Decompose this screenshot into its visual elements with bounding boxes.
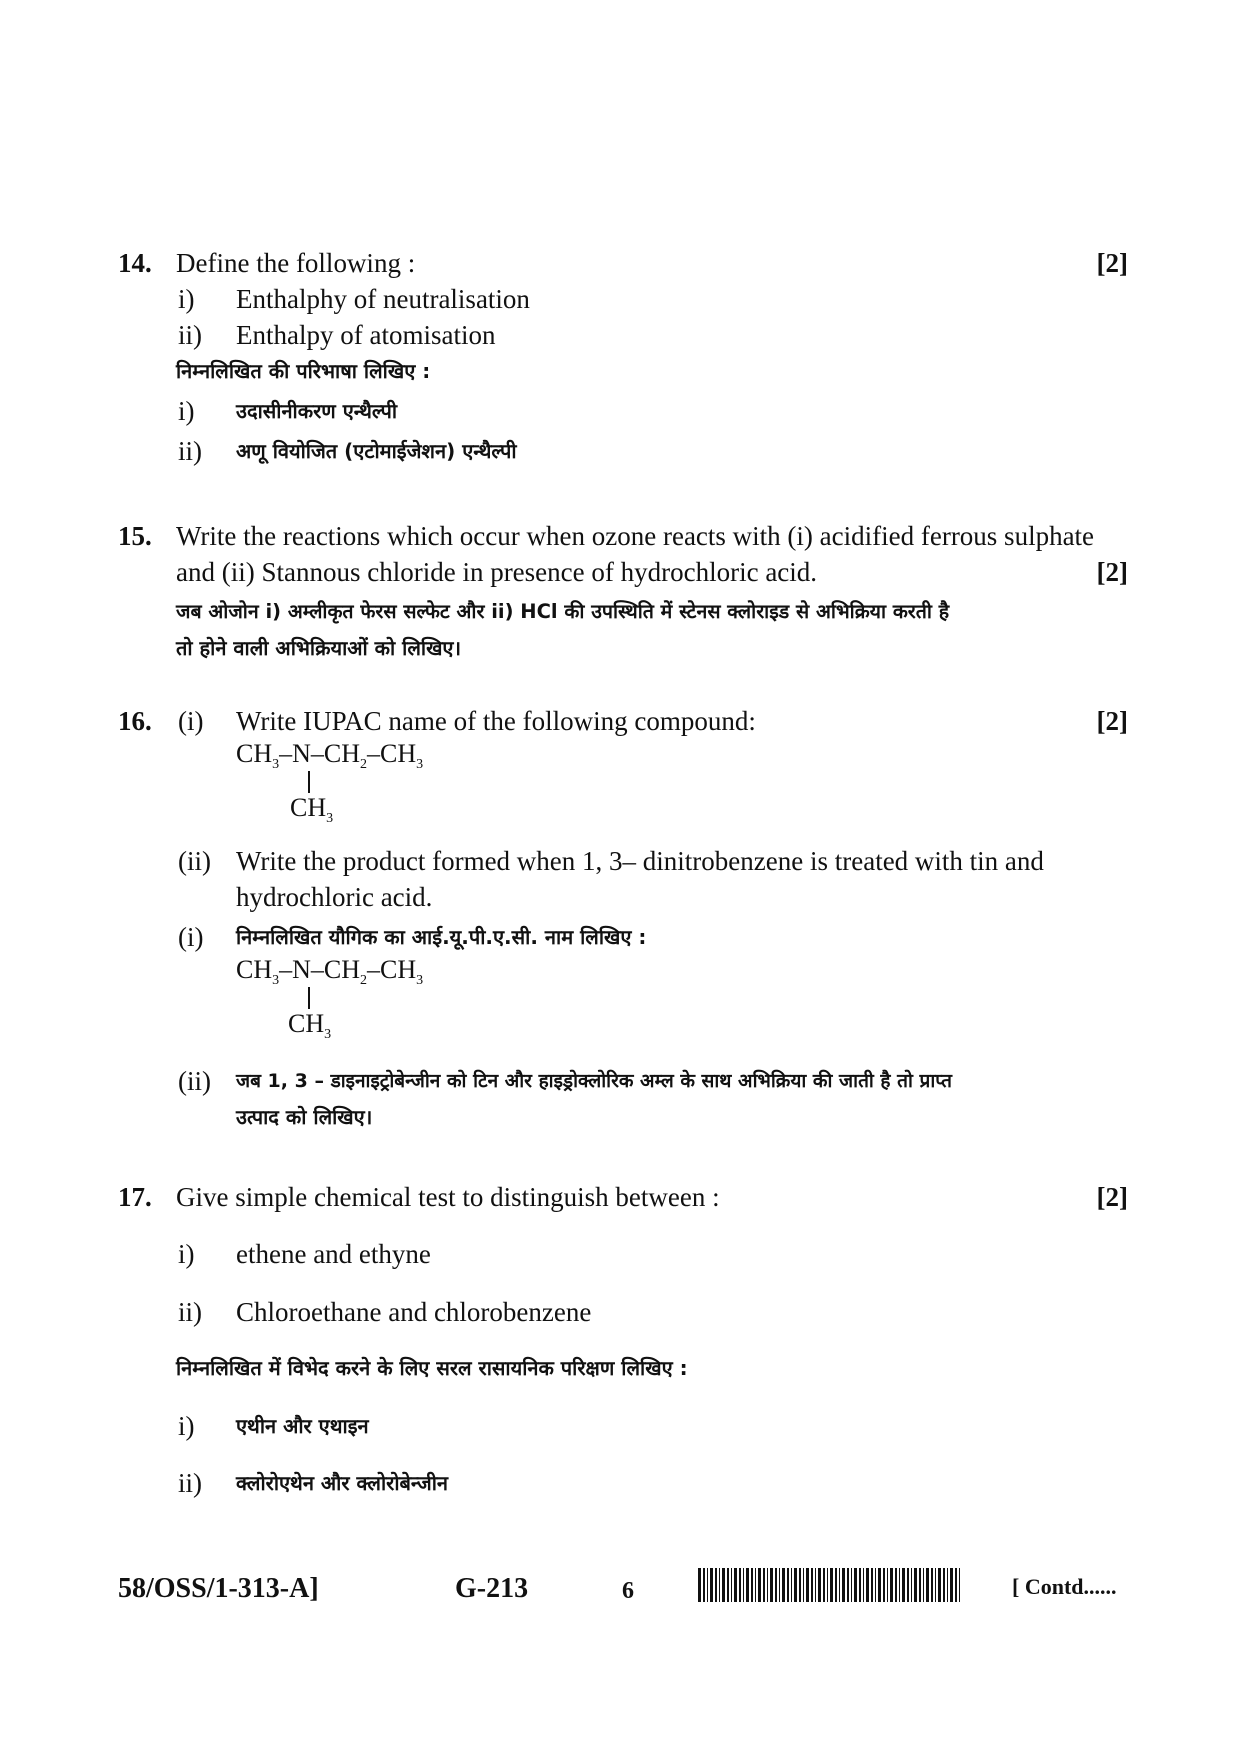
barcode-bar [859,1568,861,1602]
barcode-bar [919,1568,921,1602]
question-text: Write the reactions which occur when ozone reacts with (i) acidified ferrous sulphate [176,521,1095,551]
barcode-bar [731,1568,732,1602]
barcode-bar [959,1568,960,1602]
barcode-bar [779,1568,780,1602]
barcode-bar [758,1568,761,1602]
item-label: i) [178,1411,195,1441]
barcode-bar [743,1568,744,1602]
hindi-text: जब ओजोन i) अम्लीकृत फेरस सल्फेट और ii) HCl की उपस्थिति में स्टेनस क्लोराइड से अभिक्रिया करती है [176,600,950,623]
barcode-bar [931,1568,933,1602]
marks: [2] [1096,557,1128,587]
hindi-text: जब 1, 3 – डाइनाइट्रोबेन्जीन को टिन और हाइड्रोक्लोरिक अम्ल के साथ अभिक्रिया की जाती है तो प्राप्त [236,1070,952,1092]
part-label: (i) [178,922,204,952]
item-text: उदासीनीकरण एन्थैल्पी [236,399,398,423]
question-number: 16. [118,706,152,736]
part-label: (ii) [178,1066,211,1096]
item-label: i) [178,1239,195,1269]
barcode-bar [703,1568,705,1602]
barcode-bar [935,1568,936,1602]
barcode-bar [727,1568,729,1602]
barcode-bar [707,1568,708,1602]
barcode-bar [715,1568,717,1602]
branch-group: $CH_3$ [288,1009,332,1042]
barcode-bar [839,1568,840,1602]
barcode-bar [883,1568,885,1602]
barcode-bar [887,1568,888,1602]
part-label: (ii) [178,846,211,876]
barcode-bar [806,1568,809,1602]
question-number: 17. [118,1182,152,1212]
barcode-bar [787,1568,789,1602]
barcode-bar [751,1568,753,1602]
barcode-bar [734,1568,737,1602]
barcode-bar [763,1568,765,1602]
barcode-bar [811,1568,813,1602]
barcode-bar [803,1568,804,1602]
barcode-bar [907,1568,909,1602]
barcode-bar [923,1568,924,1602]
page-number: 6 [622,1578,634,1604]
barcode-bar [835,1568,837,1602]
question-text: and (ii) Stannous chloride in presence of hydrochloric acid. [176,557,818,587]
barcode-bar [899,1568,900,1602]
barcode-bar [955,1568,957,1602]
question-number: 15. [118,521,152,551]
hindi-text: उत्पाद को लिखिए। [236,1105,373,1129]
item-text: अणू वियोजित (एटोमाईजेशन) एन्थैल्पी [236,439,517,463]
footer-paper: G-213 [455,1573,529,1604]
barcode-bar [791,1568,792,1602]
barcode-bar [818,1568,821,1602]
question-number: 14. [118,248,152,278]
hindi-text: निम्नलिखित यौगिक का आई.यू.पी.ए.सी. नाम लिखिए : [236,925,647,949]
barcode-bar [719,1568,720,1602]
hindi-intro: निम्नलिखित में विभेद करने के लिए सरल रासायनिक परिक्षण लिखिए : [176,1356,688,1380]
barcode-bar [938,1568,941,1602]
item-label: ii) [178,436,202,466]
bond-line [308,987,310,1009]
barcode-bar [943,1568,945,1602]
item-text: Enthalphy of neutralisation [236,284,530,314]
barcode-bar [863,1568,864,1602]
branch-group: $CH_3$ [290,793,334,826]
item-label: i) [178,396,195,426]
marks: [2] [1096,248,1128,278]
barcode-bar [878,1568,881,1602]
structural-formula: $CH_3-N-CH_2-CH_3$ [236,739,424,772]
barcode-bar [847,1568,849,1602]
barcode-bar [950,1568,953,1602]
barcode-bar [782,1568,785,1602]
item-label: i) [178,284,195,314]
question-text: Give simple chemical test to distinguish between : [176,1182,720,1212]
marks: [2] [1096,706,1128,736]
barcode-bar [815,1568,816,1602]
part-text: Write IUPAC name of the following compound: [236,706,756,736]
part-text: hydrochloric acid. [236,882,433,912]
marks: [2] [1096,1182,1128,1212]
barcode-bar [947,1568,948,1602]
barcode-bar [755,1568,756,1602]
item-text: Enthalpy of atomisation [236,320,496,350]
barcode-bar [866,1568,869,1602]
barcode-bar [710,1568,713,1602]
continued-label: [ Contd...... [1012,1574,1117,1599]
barcode-bar [767,1568,768,1602]
barcode-bar [799,1568,801,1602]
item-text: क्लोरोएथेन और क्लोरोबेन्जीन [236,1471,449,1495]
question-text: Define the following : [176,248,416,278]
barcode-bar [911,1568,912,1602]
item-text: एथीन और एथाइन [236,1414,369,1438]
item-text: Chloroethane and chlorobenzene [236,1297,592,1327]
part-text: Write the product formed when 1, 3– dinitrobenzene is treated with tin and [236,846,1044,876]
barcode-bar [914,1568,917,1602]
barcode-bar [775,1568,777,1602]
barcode-bar [902,1568,905,1602]
part-label: (i) [178,706,204,736]
barcode-bar [722,1568,725,1602]
barcode-bar [823,1568,825,1602]
barcode-bar [770,1568,773,1602]
footer-code: 58/OSS/1-313-A] [118,1573,319,1604]
barcode-bar [875,1568,876,1602]
barcode-bar [871,1568,873,1602]
item-label: ii) [178,1297,202,1327]
barcode-bar [851,1568,852,1602]
barcode-bar [739,1568,741,1602]
hindi-intro: निम्नलिखित की परिभाषा लिखिए : [176,359,431,383]
barcode-bar [830,1568,833,1602]
barcode-bar [854,1568,857,1602]
barcode-bar [827,1568,828,1602]
item-label: ii) [178,1468,202,1498]
barcode-image [698,1568,960,1602]
barcode-bar [895,1568,897,1602]
barcode-bar [698,1568,701,1602]
item-label: ii) [178,320,202,350]
item-text: ethene and ethyne [236,1239,431,1269]
barcode-bar [746,1568,749,1602]
bond-line [308,771,310,793]
barcode-bar [890,1568,893,1602]
structural-formula: $CH_3-N-CH_2-CH_3$ [236,955,424,988]
barcode-bar [794,1568,797,1602]
barcode-bar [926,1568,929,1602]
hindi-text: तो होने वाली अभिक्रियाओं को लिखिए। [176,636,462,660]
barcode-bar [842,1568,845,1602]
